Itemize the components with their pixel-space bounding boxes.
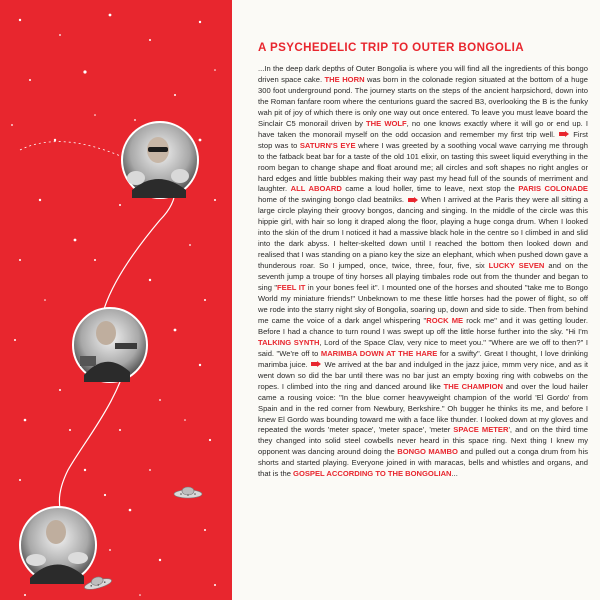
star-dot xyxy=(204,529,206,531)
story-segment: came a loud holler, time to leave, next stop the xyxy=(341,184,519,194)
track-title: TALKING SYNTH xyxy=(258,337,320,347)
track-title: THE WOLF xyxy=(366,118,407,128)
star-dot xyxy=(69,429,71,431)
star-dot xyxy=(209,439,211,441)
track-title: MARIMBA DOWN AT THE HARE xyxy=(320,348,438,358)
track-title: SPACE METER xyxy=(453,425,509,435)
track-title: ALL ABOARD xyxy=(290,184,342,194)
story-text xyxy=(258,64,588,480)
star-dot xyxy=(204,299,206,301)
star-dot xyxy=(199,139,202,142)
star-dot xyxy=(19,259,21,261)
track-title: THE HORN xyxy=(324,74,365,84)
star-dot xyxy=(44,299,46,301)
story-segment: where I was greeted by a soothing vocal wave carrying me through to the fatback beat bar for a taste of the old 101 elixir, on tasting this sweet liquid everything in the room began to change shape and float around me; all circles and soft shapes no right angles or hard edges and little bubbles making their way past my head full of the sounds of merriment and laughter. xyxy=(258,140,588,194)
star-dot xyxy=(189,244,191,246)
track-title: BONGO MAMBO xyxy=(397,447,458,457)
star-dot xyxy=(109,549,111,551)
musician-photo-1 xyxy=(122,122,198,198)
story-segment: When I arrived at the Paris they were all sitting a large circle playing their groovy bongos, dancing and singing. In the middle of the circle was this hippie girl, with hair so long it draped along the floor, playing a huge conga drum. When I looked into the skin of the drum I noticed it had a massive black hole in the centre so I climbed in and slid into the dark abyss. I helter-skelted down until I reached the bottom then looked down and realised that I was standing on a piano key the size an elephant, which when pushed down gave a thunderous roar. So I jumped, once, twice, three, four, five, six xyxy=(258,195,588,271)
story-segment: ... xyxy=(451,469,458,479)
star-dot xyxy=(94,259,96,261)
track-title: SATURN'S EYE xyxy=(299,140,356,150)
star-dot xyxy=(104,494,106,496)
star-dot xyxy=(24,419,27,422)
star-dot xyxy=(19,479,21,481)
star-dot xyxy=(159,559,161,561)
arrow-mark-icon xyxy=(559,131,569,137)
track-title: PARIS COLONADE xyxy=(518,184,588,194)
star-dot xyxy=(139,594,141,596)
space-illustration xyxy=(0,0,232,600)
story-segment: , no one knows exactly where it will go or end up. I have taken the monorail myself on the odd occasion and remember my first trip well. xyxy=(258,118,588,139)
star-dot xyxy=(59,389,61,391)
story-segment: and on the seventh jump a troupe of tiny horses all playing timbales rode out from the thunder and began to sing " xyxy=(258,261,588,293)
star-dot xyxy=(149,279,151,281)
flying-saucer-icon xyxy=(83,574,113,592)
story-segment: in your bones feel it". I mounted one of the horses and shouted "take me to Bongo World my miniature friends!" Unbeknown to me these little horses had the power of flight, so off we rode into the starry night sky of Bongolia, soaring up, down and side to side. Then from behind me came the voice of a dark angel whispering " xyxy=(258,283,588,325)
story-segment: for a swifty". Great I thought, I love drinking marimba juice. xyxy=(258,348,588,369)
story-segment: , Lord of the Space Clav, very nice to meet you." "Where are we off to then?" I said. "We're off to xyxy=(258,337,588,358)
page-title: A PSYCHEDELIC TRIP TO OUTER BONGOLIA xyxy=(258,41,525,54)
musician-photo-3 xyxy=(20,507,96,584)
star-dot xyxy=(11,124,13,126)
musician-photo-2 xyxy=(73,308,147,382)
story-segment: rock me" and it was getting louder. Before I had a chance to turn round I was swept up off the little horse further into the sky. "Hi I'm xyxy=(258,315,588,336)
star-dot xyxy=(59,34,61,36)
story-segment: We arrived at the bar and indulged in the jazz juice, mmm very nice, and as it went down so did the bar until there was no bar just an empty boxing ring with cobwebs on the ropes. I climbed into the ring and danced around like xyxy=(258,359,588,391)
star-dot xyxy=(129,509,132,512)
story-segment: ', and on the third time they changed into solid steel cowbells never heard in this space ring. Next thing I knew my opponent was dancing around doing the xyxy=(258,425,588,457)
star-dot xyxy=(214,69,216,71)
star-dot xyxy=(119,429,121,431)
star-dot xyxy=(174,329,177,332)
star-dot xyxy=(84,469,86,471)
star-dot xyxy=(199,21,201,23)
star-dot xyxy=(159,399,161,401)
star-dot xyxy=(134,119,136,121)
star-dot xyxy=(14,339,16,341)
story-segment: home of the swinging bongo clad beatniks. xyxy=(258,195,407,205)
star-dot xyxy=(214,199,216,201)
track-title: ROCK ME xyxy=(426,315,464,325)
flying-saucer-icon xyxy=(174,487,202,498)
track-title: FEEL IT xyxy=(277,283,306,293)
star-dot xyxy=(83,70,86,73)
star-dot xyxy=(149,39,151,41)
arrow-mark-icon xyxy=(311,361,321,367)
arrow-mark-icon xyxy=(408,197,418,203)
star-dot xyxy=(29,79,31,81)
star-dot xyxy=(109,14,112,17)
star-dot xyxy=(24,594,26,596)
star-dot xyxy=(39,199,41,201)
star-dot xyxy=(214,584,216,586)
star-dot xyxy=(119,204,121,206)
star-dot xyxy=(184,419,186,421)
track-title: THE CHAMPION xyxy=(443,381,503,391)
star-dot xyxy=(174,94,176,96)
space-illustration-panel xyxy=(0,0,232,600)
track-title: LUCKY SEVEN xyxy=(488,261,545,271)
text-panel xyxy=(232,0,600,600)
story-segment: ...In the deep dark depths of Outer Bongolia is where you will find all the ingredients of this bongo driven space cake. xyxy=(258,64,588,84)
star-field xyxy=(11,14,216,596)
story-segment: First stop was to xyxy=(258,129,588,150)
star-dot xyxy=(74,239,77,242)
star-dot xyxy=(94,114,96,116)
story-segment: was born in the colonade region situated at the bottom of a huge 300 foot underground pond. The journey starts on the steps of the ancient harpsichord, down into the Roman fanfare room where the centurions guard the sacred B3, overlooking the B is the funky wah pit of joy of which there is only one way out once entered. To leave you must leave board the Sinclair C5 monorail driven by xyxy=(258,74,588,128)
track-title: GOSPEL ACCORDING TO THE BONGOLIAN xyxy=(293,469,452,479)
story-segment: and pulled out a conga drum from his shorts and started playing. Everyone joined in with maracas, bells and whistles and organs, and that is the xyxy=(258,447,589,479)
star-dot xyxy=(199,364,201,366)
star-dot xyxy=(149,469,151,471)
star-dot xyxy=(19,19,21,21)
star-dot xyxy=(54,139,56,141)
story-segment: and over the loud hailer came a rousing voice: "In the blue corner heavyweight champion of the world 'El Gordo' from Spain and in the red corner from Newbury, Berkshire." Oh bugger he thinks its me, and before I knew El Gordo was bounding toward me with a face like thunder. I looked down at my gloves and repeated the words 'meter space', 'meter space', 'meter xyxy=(258,381,588,435)
